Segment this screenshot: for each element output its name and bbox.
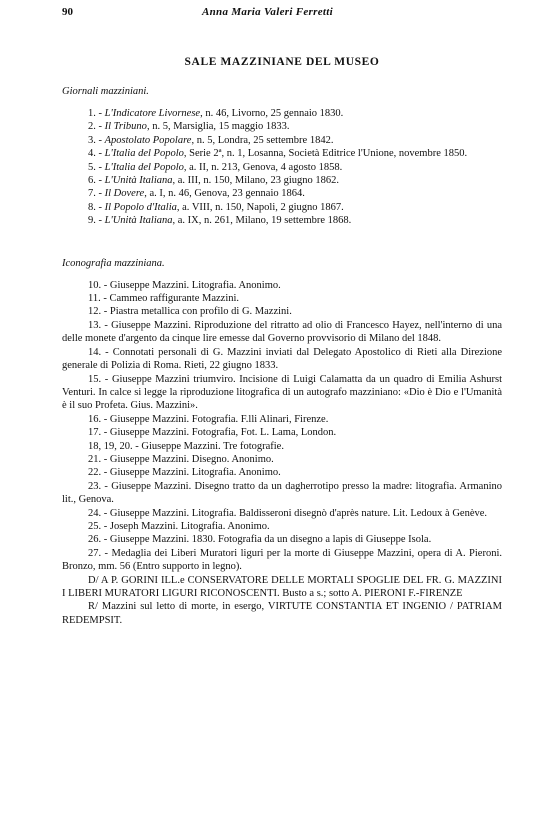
running-head — [62, 6, 502, 28]
iconografia-entry: 18, 19, 20. - Giuseppe Mazzini. Tre fotografie. — [88, 440, 284, 452]
giornali-entry: 9. - L'Unità Italiana, a. IX, n. 261, Milano, 19 settembre 1868. — [88, 215, 352, 227]
iconografia-entry: 25. - Joseph Mazzini. Litografia. Anonimo. — [88, 520, 270, 532]
medal-reverse: R/ Mazzini sul letto di morte, in esergo, VIRTUTE CONSTANTIA ET INGENIO / PATRIAM REDEMPSIT. — [62, 601, 502, 626]
giornali-entry: 5. - L'Italia del Popolo, a. II, n. 213, Genova, 4 agosto 1858. — [88, 161, 343, 173]
iconografia-entry: 13. - Giuseppe Mazzini. Riproduzione del ritratto ad olio di Francesco Hayez, nell'interno di una delle monete d'argento da cinque lire emesse dal Governo provvisorio di Milano del 1848. — [62, 319, 502, 345]
iconografia-entry: 10. - Giuseppe Mazzini. Litografia. Anonimo. — [88, 279, 281, 291]
iconografia-entry: 27. - Medaglia dei Liberi Muratori liguri per la morte di Giuseppe Mazzini, opera di A. Pieroni. Bronzo, mm. 56 (Entro supporto in legno). — [62, 547, 503, 573]
iconografia-entry: 21. - Giuseppe Mazzini. Disegno. Anonimo. — [88, 453, 274, 465]
iconografia-entry: 26. - Giuseppe Mazzini. 1830. Fotografia da un disegno a lapis di Giuseppe Isola. — [88, 534, 432, 546]
giornali-list — [62, 107, 502, 228]
iconografia-entry: 24. - Giuseppe Mazzini. Litografia. Baldisseroni disegnò d'après nature. Lit. Ledoux à Genève. — [88, 507, 488, 519]
iconografia-entry: 15. - Giuseppe Mazzini triumviro. Incisione di Luigi Calamatta da un quadro di Emilia Ashurst Venturi. In calce si legge la riproduzione litografica di un autografo mazziniano: «Dio è Dio e l'Umanità è il suo Profeta. Gius. Mazzini». — [62, 373, 502, 412]
giornali-entry: 3. - Apostolato Popolare, n. 5, Londra, 25 settembre 1842. — [88, 134, 334, 146]
iconografia-heading: Iconografia mazziniana. — [62, 257, 165, 269]
giornali-heading: Giornali mazziniani. — [62, 86, 149, 97]
giornali-entry: 2. - Il Tribuno, n. 5, Marsiglia, 15 maggio 1833. — [88, 121, 290, 133]
iconografia-entry: 16. - Giuseppe Mazzini. Fotografia. F.lli Alinari, Firenze. — [88, 413, 329, 425]
giornali-entry: 4. - L'Italia del Popolo, Serie 2ª, n. 1, Losanna, Società Editrice l'Unione, novembre 1850. — [88, 148, 468, 160]
giornali-entry: 6. - L'Unità Italiana, a. III, n. 150, Milano, 23 giugno 1862. — [88, 175, 340, 187]
iconografia-entry: 14. - Connotati personali di G. Mazzini inviati dal Delegato Apostolico di Rieti alla Direzione generale di Polizia di Roma. Rieti, 22 giugno 1833. — [62, 346, 503, 372]
iconografia-list — [62, 279, 502, 628]
iconografia-entry: 22. - Giuseppe Mazzini. Litografia. Anonimo. — [88, 467, 281, 479]
iconografia-entry: 11. - Cammeo raffigurante Mazzini. — [88, 293, 240, 305]
section-title: SALE MAZZINIANE DEL MUSEO — [184, 56, 380, 68]
page-number: 90 — [62, 6, 73, 18]
iconografia-entry: 23. - Giuseppe Mazzini. Disegno tratto da un dagherrotipo presso la madre: litografia. Armanino lit., Genova. — [62, 480, 503, 506]
running-title: Anna Maria Valeri Ferretti — [202, 6, 333, 18]
giornali-entry: 7. - Il Dovere, a. I, n. 46, Genova, 23 gennaio 1864. — [88, 188, 305, 200]
iconografia-entry: 17. - Giuseppe Mazzini. Fotografia, Fot. L. Lama, London. — [88, 427, 337, 439]
medal-obverse: D/ A P. GORINI ILL.e CONSERVATORE DELLE MORTALI SPOGLIE DEL FR. G. MAZZINI I LIBERI MURATORI LIGURI RICONOSCENTI. Busto a s.; sotto A. PIERONI F.-FIRENZE — [62, 574, 502, 599]
giornali-entry: 1. - L'Indicatore Livornese, n. 46, Livorno, 25 gennaio 1830. — [88, 108, 344, 119]
giornali-entry: 8. - Il Popolo d'Italia, a. VIII, n. 150, Napoli, 2 giugno 1867. — [88, 201, 344, 213]
iconografia-entry: 12. - Piastra metallica con profilo di G. Mazzini. — [88, 306, 292, 318]
